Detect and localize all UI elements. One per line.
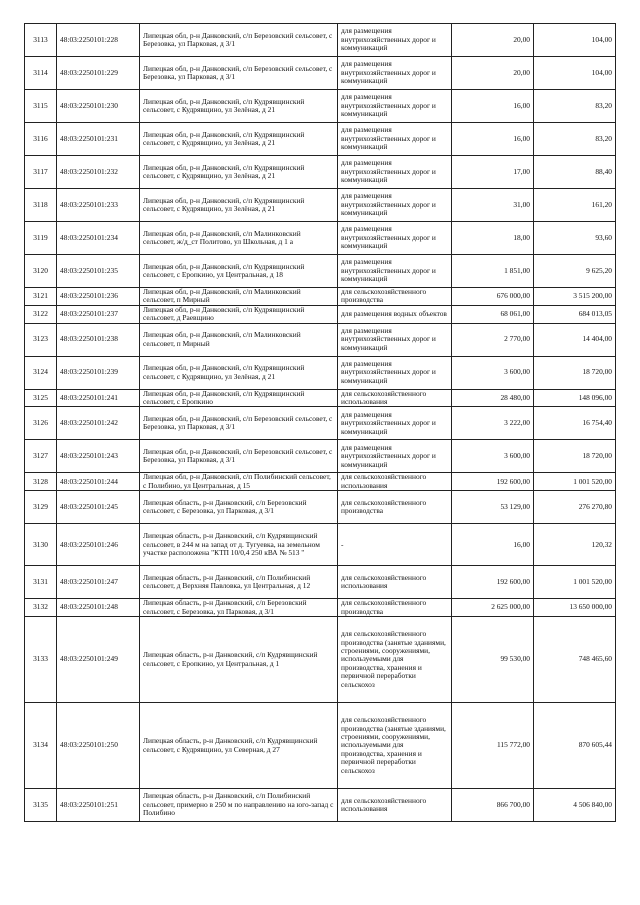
area-cell: 68 061,00 [452,305,534,323]
land-use-cell: для размещения внутрихозяйственных дорог и коммуникаций [338,57,452,90]
address-cell: Липецкая область, р-н Данковский, с/п Кудрявщинский сельсовет, с Еропкино, ул Центральная, д 1 [140,617,338,703]
table-row [25,57,616,90]
cadastral-number-cell: 48:03:2250101:236 [57,288,140,306]
table-row [25,222,616,255]
table-body [25,24,616,822]
land-use-cell: для размещения внутрихозяйственных дорог и коммуникаций [338,90,452,123]
row-number-cell: 3129 [25,491,57,524]
area-cell: 17,00 [452,156,534,189]
address-cell: Липецкая обл, р-н Данковский, с/п Кудрявщинский сельсовет, д Раевщино [140,305,338,323]
cadastral-number-cell: 48:03:2250101:239 [57,356,140,389]
land-parcels-table [24,23,616,822]
land-use-cell: для сельскохозяйственного производства [338,491,452,524]
area-cell: 20,00 [452,24,534,57]
cadastral-number-cell: 48:03:2250101:234 [57,222,140,255]
land-use-cell: для сельскохозяйственного использования [338,789,452,822]
table-row [25,24,616,57]
cadastral-value-cell: 83,20 [534,90,616,123]
cadastral-number-cell: 48:03:2250101:228 [57,24,140,57]
land-use-cell: для сельскохозяйственного производства [338,599,452,617]
cadastral-value-cell: 161,20 [534,189,616,222]
area-cell: 192 600,00 [452,566,534,599]
area-cell: 866 700,00 [452,789,534,822]
area-cell: 676 000,00 [452,288,534,306]
cadastral-value-cell: 83,20 [534,123,616,156]
land-use-cell: для сельскохозяйственного использования [338,566,452,599]
land-use-cell: для сельскохозяйственного использования [338,473,452,491]
cadastral-value-cell: 9 625,20 [534,255,616,288]
table-row [25,703,616,789]
row-number-cell: 3114 [25,57,57,90]
land-use-cell: для размещения внутрихозяйственных дорог и коммуникаций [338,356,452,389]
cadastral-value-cell: 14 404,00 [534,323,616,356]
land-use-cell: для размещения внутрихозяйственных дорог и коммуникаций [338,323,452,356]
cadastral-number-cell: 48:03:2250101:232 [57,156,140,189]
row-number-cell: 3125 [25,389,57,407]
cadastral-number-cell: 48:03:2250101:243 [57,440,140,473]
cadastral-number-cell: 48:03:2250101:248 [57,599,140,617]
area-cell: 20,00 [452,57,534,90]
row-number-cell: 3119 [25,222,57,255]
area-cell: 1 851,00 [452,255,534,288]
cadastral-value-cell: 104,00 [534,57,616,90]
address-cell: Липецкая обл, р-н Данковский, с/п Кудрявщинский сельсовет, с Кудрявщино, ул Зелёная, д 21 [140,90,338,123]
land-use-cell: для сельскохозяйственного производства [338,288,452,306]
address-cell: Липецкая обл, р-н Данковский, с/п Березовский сельсовет, с Березовка, ул Парковая, д 3/1 [140,440,338,473]
row-number-cell: 3132 [25,599,57,617]
row-number-cell: 3127 [25,440,57,473]
table-row [25,356,616,389]
cadastral-value-cell: 120,32 [534,524,616,566]
area-cell: 2 625 000,00 [452,599,534,617]
address-cell: Липецкая обл, р-н Данковский, с/п Полибинский сельсовет, с Полибино, ул Центральная, д 15 [140,473,338,491]
cadastral-value-cell: 13 650 000,00 [534,599,616,617]
address-cell: Липецкая область, р-н Данковский, с/п Березовский сельсовет, с Березовка, ул Парковая, д 3/1 [140,599,338,617]
land-use-cell: для размещения внутрихозяйственных дорог и коммуникаций [338,189,452,222]
cadastral-value-cell: 18 720,00 [534,356,616,389]
row-number-cell: 3134 [25,703,57,789]
cadastral-value-cell: 748 465,60 [534,617,616,703]
address-cell: Липецкая обл, р-н Данковский, с/п Малинковский сельсовет, ж/д_ст Политово, ул Школьная, д 1 а [140,222,338,255]
address-cell: Липецкая обл, р-н Данковский, с/п Кудрявщинский сельсовет, с Кудрявщино, ул Зелёная, д 21 [140,156,338,189]
cadastral-number-cell: 48:03:2250101:230 [57,90,140,123]
address-cell: Липецкая обл, р-н Данковский, с/п Кудрявщинский сельсовет, с Кудрявщино, ул Зелёная, д 21 [140,356,338,389]
row-number-cell: 3115 [25,90,57,123]
table-row [25,473,616,491]
address-cell: Липецкая область, р-н Данковский, с/п Березовский сельсовет, с Березовка, ул Парковая, д 3/1 [140,491,338,524]
address-cell: Липецкая обл, р-н Данковский, с/п Березовский сельсовет, с Березовка, ул Парковая, д 3/1 [140,407,338,440]
cadastral-value-cell: 276 270,80 [534,491,616,524]
land-use-cell: для сельскохозяйственного производства (занятые зданиями, строениями, сооружениями, используемыми для производства, хранения и первичной переработки сельскохоз [338,703,452,789]
land-use-cell: для размещения внутрихозяйственных дорог и коммуникаций [338,123,452,156]
cadastral-value-cell: 93,60 [534,222,616,255]
row-number-cell: 3126 [25,407,57,440]
address-cell: Липецкая обл, р-н Данковский, с/п Кудрявщинский сельсовет, с Еропкино, ул Центральная, д 18 [140,255,338,288]
table-row [25,789,616,822]
area-cell: 192 600,00 [452,473,534,491]
table-row [25,389,616,407]
row-number-cell: 3131 [25,566,57,599]
cadastral-value-cell: 870 605,44 [534,703,616,789]
cadastral-number-cell: 48:03:2250101:241 [57,389,140,407]
table-row [25,440,616,473]
table-row [25,255,616,288]
address-cell: Липецкая область, р-н Данковский, с/п Полибинский сельсовет, д Верхняя Павловка, ул Центральная, д 12 [140,566,338,599]
area-cell: 115 772,00 [452,703,534,789]
cadastral-value-cell: 684 013,05 [534,305,616,323]
cadastral-number-cell: 48:03:2250101:235 [57,255,140,288]
cadastral-number-cell: 48:03:2250101:245 [57,491,140,524]
table-row [25,617,616,703]
cadastral-value-cell: 1 001 520,00 [534,566,616,599]
table-row [25,156,616,189]
cadastral-number-cell: 48:03:2250101:247 [57,566,140,599]
address-cell: Липецкая обл, р-н Данковский, с/п Кудрявщинский сельсовет, с Еропкино [140,389,338,407]
land-use-cell: - [338,524,452,566]
address-cell: Липецкая обл, р-н Данковский, с/п Кудрявщинский сельсовет, с Кудрявщино, ул Зелёная, д 21 [140,123,338,156]
address-cell: Липецкая область, р-н Данковский, с/п Полибинский сельсовет, примерно в 250 м по направлению на юго-запад с Полибино [140,789,338,822]
land-use-cell: для размещения внутрихозяйственных дорог и коммуникаций [338,24,452,57]
cadastral-value-cell: 1 001 520,00 [534,473,616,491]
row-number-cell: 3121 [25,288,57,306]
address-cell: Липецкая обл, р-н Данковский, с/п Березовский сельсовет, с Березовка, ул Парковая, д 3/1 [140,57,338,90]
cadastral-number-cell: 48:03:2250101:250 [57,703,140,789]
table-row [25,189,616,222]
address-cell: Липецкая обл, р-н Данковский, с/п Малинковский сельсовет, п Мирный [140,323,338,356]
area-cell: 99 530,00 [452,617,534,703]
row-number-cell: 3118 [25,189,57,222]
address-cell: Липецкая область, р-н Данковский, с/п Кудрявщинский сельсовет, с Кудрявщино, ул Северная, д 27 [140,703,338,789]
area-cell: 28 480,00 [452,389,534,407]
row-number-cell: 3120 [25,255,57,288]
cadastral-value-cell: 104,00 [534,24,616,57]
table-row [25,90,616,123]
land-use-cell: для размещения внутрихозяйственных дорог и коммуникаций [338,255,452,288]
table-row [25,566,616,599]
cadastral-number-cell: 48:03:2250101:249 [57,617,140,703]
cadastral-number-cell: 48:03:2250101:242 [57,407,140,440]
cadastral-value-cell: 16 754,40 [534,407,616,440]
area-cell: 16,00 [452,123,534,156]
row-number-cell: 3122 [25,305,57,323]
cadastral-number-cell: 48:03:2250101:229 [57,57,140,90]
address-cell: Липецкая область, р-н Данковский, с/п Кудрявщинский сельсовет, в 244 м на запад от д. Тугуевка, на земельном участке расположена "КТП 10/0,4 250 кВА № 513 " [140,524,338,566]
address-cell: Липецкая обл, р-н Данковский, с/п Малинковский сельсовет, п Мирный [140,288,338,306]
cadastral-value-cell: 18 720,00 [534,440,616,473]
area-cell: 31,00 [452,189,534,222]
row-number-cell: 3124 [25,356,57,389]
row-number-cell: 3133 [25,617,57,703]
area-cell: 3 600,00 [452,356,534,389]
table-row [25,305,616,323]
table-row [25,288,616,306]
area-cell: 16,00 [452,90,534,123]
row-number-cell: 3123 [25,323,57,356]
cadastral-value-cell: 148 096,00 [534,389,616,407]
land-use-cell: для сельскохозяйственного использования [338,389,452,407]
area-cell: 53 129,00 [452,491,534,524]
area-cell: 16,00 [452,524,534,566]
land-use-cell: для размещения внутрихозяйственных дорог и коммуникаций [338,156,452,189]
cadastral-value-cell: 4 506 840,00 [534,789,616,822]
cadastral-value-cell: 3 515 200,00 [534,288,616,306]
row-number-cell: 3130 [25,524,57,566]
area-cell: 3 600,00 [452,440,534,473]
row-number-cell: 3113 [25,24,57,57]
land-use-cell: для размещения водных объектов [338,305,452,323]
cadastral-number-cell: 48:03:2250101:237 [57,305,140,323]
table-row [25,407,616,440]
land-use-cell: для размещения внутрихозяйственных дорог и коммуникаций [338,440,452,473]
table-row [25,123,616,156]
row-number-cell: 3128 [25,473,57,491]
land-use-cell: для сельскохозяйственного производства (занятые зданиями, строениями, сооружениями, используемыми для производства, хранения и первичной переработки сельскохоз [338,617,452,703]
cadastral-number-cell: 48:03:2250101:238 [57,323,140,356]
land-use-cell: для размещения внутрихозяйственных дорог и коммуникаций [338,222,452,255]
area-cell: 18,00 [452,222,534,255]
table-row [25,524,616,566]
land-use-cell: для размещения внутрихозяйственных дорог и коммуникаций [338,407,452,440]
cadastral-number-cell: 48:03:2250101:244 [57,473,140,491]
address-cell: Липецкая обл, р-н Данковский, с/п Березовский сельсовет, с Березовка, ул Парковая, д 3/1 [140,24,338,57]
table-row [25,491,616,524]
cadastral-number-cell: 48:03:2250101:246 [57,524,140,566]
table-row [25,323,616,356]
row-number-cell: 3116 [25,123,57,156]
cadastral-number-cell: 48:03:2250101:233 [57,189,140,222]
cadastral-number-cell: 48:03:2250101:231 [57,123,140,156]
row-number-cell: 3117 [25,156,57,189]
cadastral-number-cell: 48:03:2250101:251 [57,789,140,822]
area-cell: 3 222,00 [452,407,534,440]
area-cell: 2 770,00 [452,323,534,356]
cadastral-value-cell: 88,40 [534,156,616,189]
address-cell: Липецкая обл, р-н Данковский, с/п Кудрявщинский сельсовет, с Кудрявщино, ул Зелёная, д 21 [140,189,338,222]
row-number-cell: 3135 [25,789,57,822]
table-row [25,599,616,617]
